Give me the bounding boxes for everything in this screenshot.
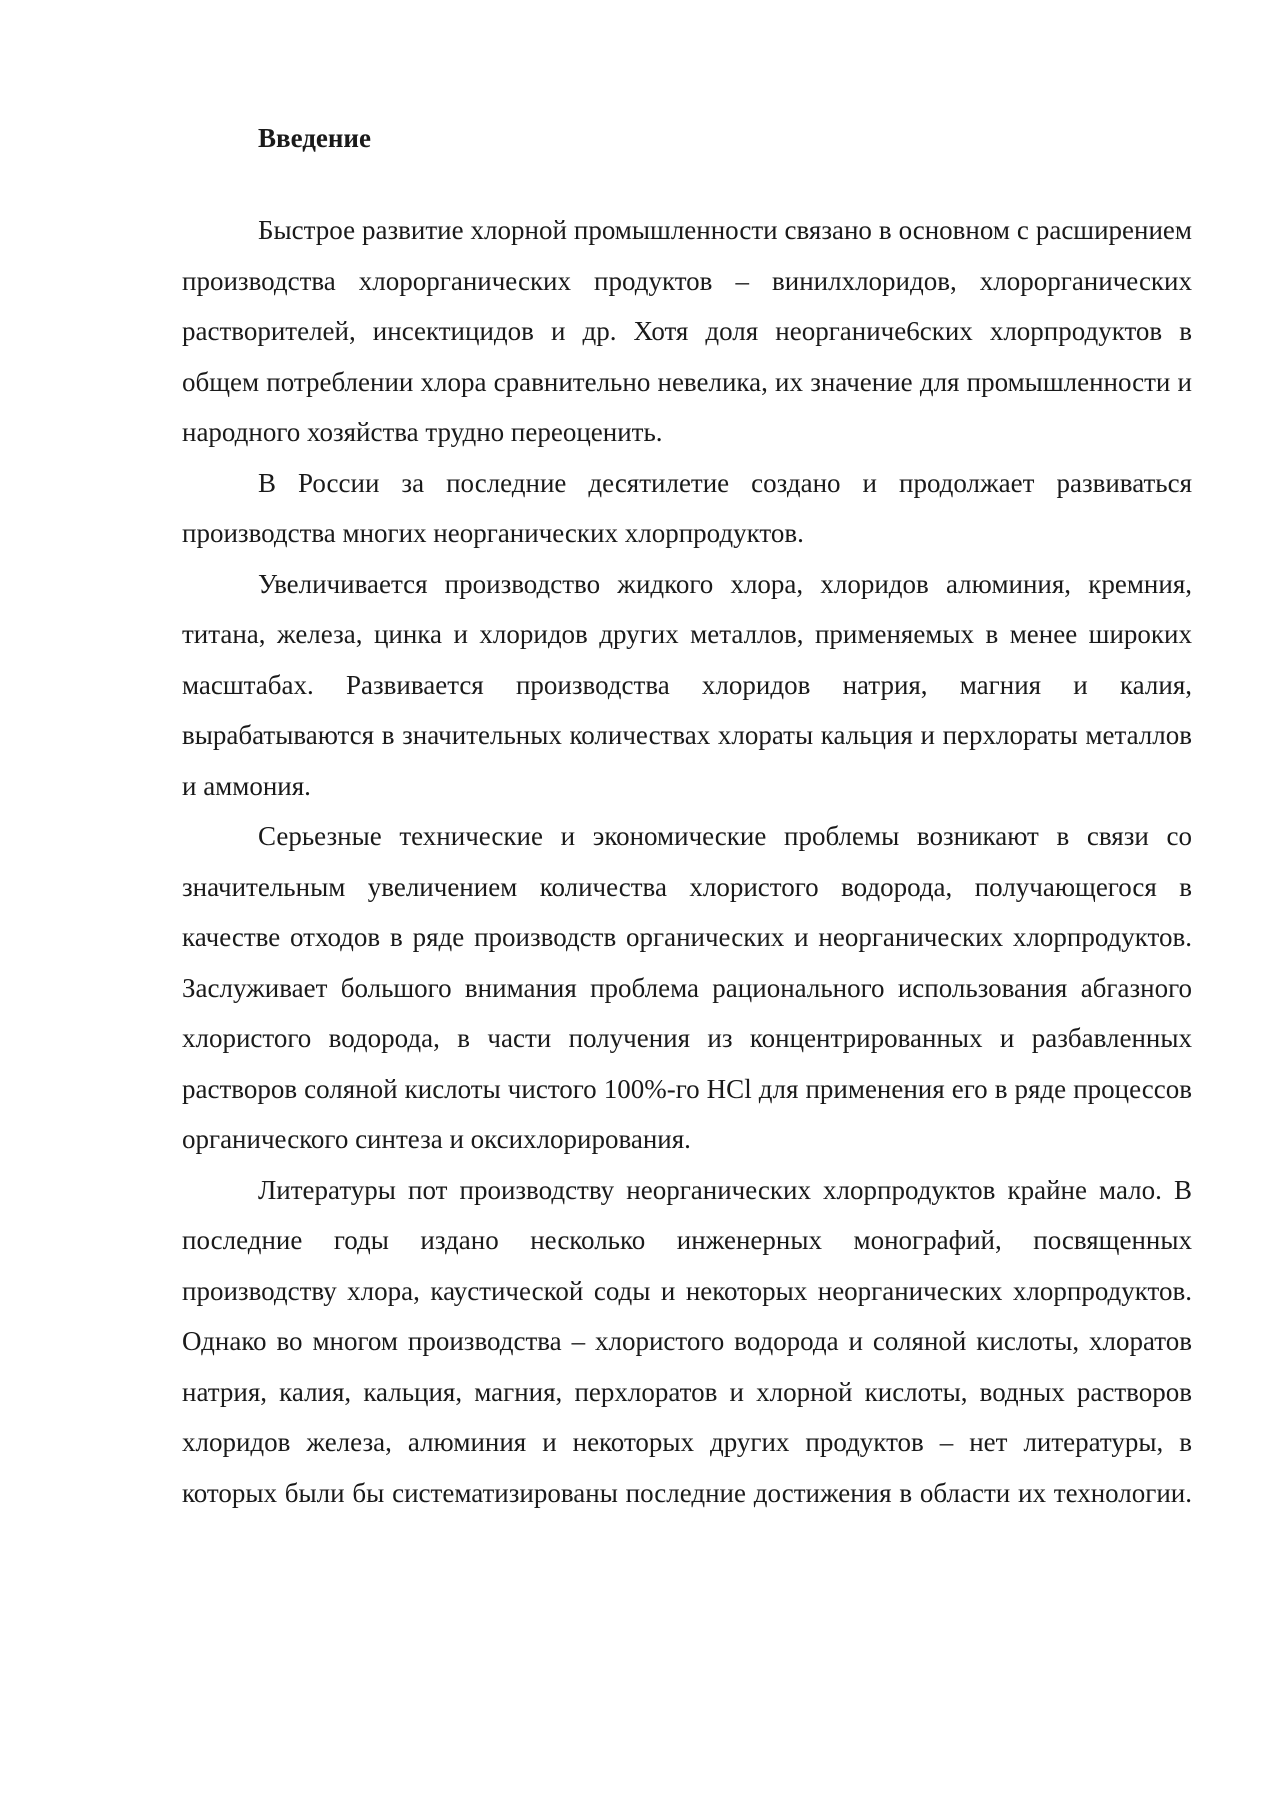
paragraph-5: Литературы пот производству неорганических хлорпродуктов крайне мало. В последние годы издано несколько инженерных монографий, посвященных производству хлора, каустической соды и некоторых неорганических хлорпродуктов. Однако во многом производства – хлористого водорода и соляной кислоты, хлоратов натрия, калия, кальция, магния, перхлоратов и хлорной кислоты, водных растворов хлоридов железа, алюминия и некоторых других продуктов – нет литературы, в которых были бы систематизированы последние достижения в области их технологии.: [182, 1174, 1192, 1508]
paragraph-1: Быстрое развитие хлорной промышленности связано в основном с расширением производства хлорорганических продуктов – винилхлоридов, хлорорганических растворителей, инсектицидов и др. Хотя доля неорганиче6ских хлорпродуктов в общем потреблении хлора сравнительно невелика, их значение для промышленности и народного хозяйства трудно переоценить.: [182, 215, 1192, 447]
paragraph-2: В России за последние десятилетие создано и продолжает развиваться производства многих неорганических хлорпродуктов.: [182, 467, 1192, 548]
paragraph-4: Серьезные технические и экономические проблемы возникают в связи со значительным увеличением количества хлористого водорода, получающегося в качестве отходов в ряде производств органических и неорганических хлорпродуктов. Заслуживает большого внимания проблема рационального использования абгазного хлористого водорода, в части получения из концентрированных и разбавленных растворов соляной кислоты чистого 100%-го HCl для применения его в ряде процессов органического синтеза и оксихлорирования.: [182, 821, 1192, 1154]
document-body: [182, 112, 1192, 1518]
paragraph-3: Увеличивается производство жидкого хлора, хлоридов алюминия, кремния, титана, железа, цинка и хлоридов других металлов, применяемых в менее широких масштабах. Развивается производства хлоридов натрия, магния и калия, вырабатываются в значительных количествах хлораты кальция и перхлораты металлов и аммония.: [182, 568, 1192, 801]
section-title: Введение: [258, 123, 371, 153]
